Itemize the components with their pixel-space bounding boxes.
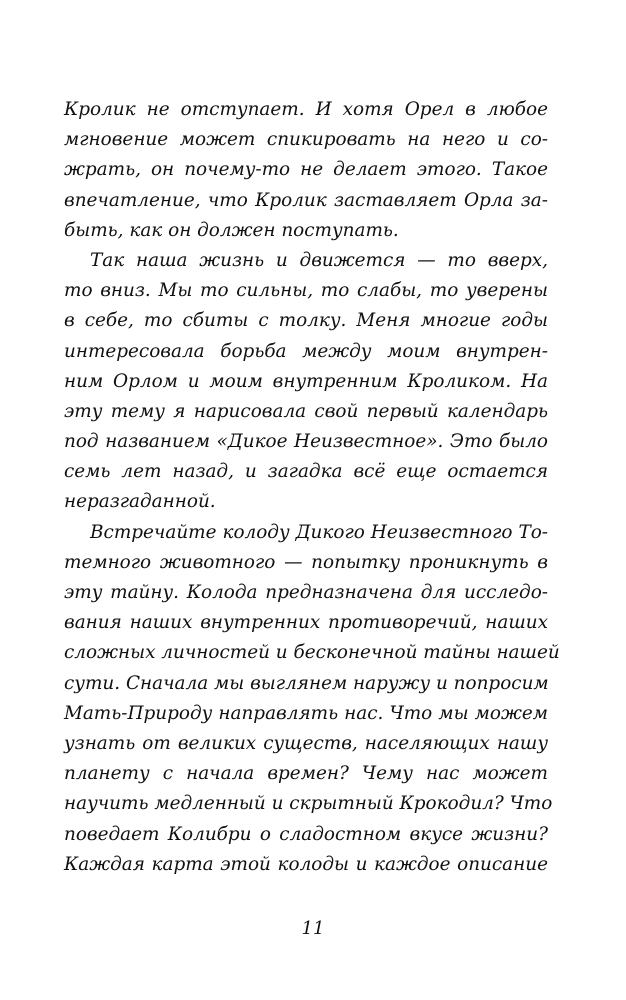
text-line: неразгаданной.	[64, 491, 216, 513]
page-number: 11	[301, 918, 325, 939]
text-line: эту тайну. Колода предназначена для исследо-	[64, 582, 548, 603]
text-line: узнать от великих существ, населяющих нашу	[64, 732, 548, 754]
text-line: Так наша жизнь и движется — то вверх,	[90, 249, 548, 271]
text-line: ним Орлом и моим внутренним Кроликом. На	[64, 370, 548, 392]
text-line: научить медленный и скрытный Крокодил? Что	[64, 793, 553, 815]
text-line: мгновение может спикировать на него и со-	[64, 129, 548, 151]
text-line: сути. Сначала мы выглянем наружу и попросим	[64, 672, 549, 694]
body-text	[64, 95, 560, 880]
text-line: планету с начала времен? Чему нас может	[64, 763, 548, 785]
text-line: то вниз. Мы то сильны, то слабы, то уверены	[64, 280, 548, 302]
text-line: быть, как он должен поступать.	[64, 219, 399, 241]
text-line: сложных личностей и бесконечной тайны нашей	[64, 642, 560, 664]
text-line: Каждая карта этой колоды и каждое описание	[64, 853, 548, 875]
text-line: Встречайте колоду Дикого Неизвестного То-	[90, 521, 548, 543]
text-line: семь лет назад, и загадка всё еще остается	[64, 461, 548, 483]
text-line: Кролик не отступает. И хотя Орел в любое	[64, 99, 548, 120]
text-line: Мать-Природу направлять нас. Что мы можем	[64, 702, 548, 724]
text-line: поведает Колибри о сладостном вкусе жизни?	[64, 823, 548, 845]
text-line: эту тему я нарисовала свой первый календарь	[64, 400, 548, 422]
text-line: в себе, то сбиты с толку. Меня многие годы	[64, 310, 548, 332]
text-line: впечатление, что Кролик заставляет Орла за-	[64, 189, 548, 211]
text-line: интересовала борьба между моим внутрен-	[64, 340, 548, 362]
text-line: темного животного — попытку проникнуть в	[64, 551, 548, 573]
text-line: вания наших внутренних противоречий, наших	[64, 612, 548, 634]
text-line: жрать, он почему-то не делает этого. Такое	[64, 159, 548, 181]
text-line: под названием «Дикое Неизвестное». Это было	[64, 431, 548, 453]
